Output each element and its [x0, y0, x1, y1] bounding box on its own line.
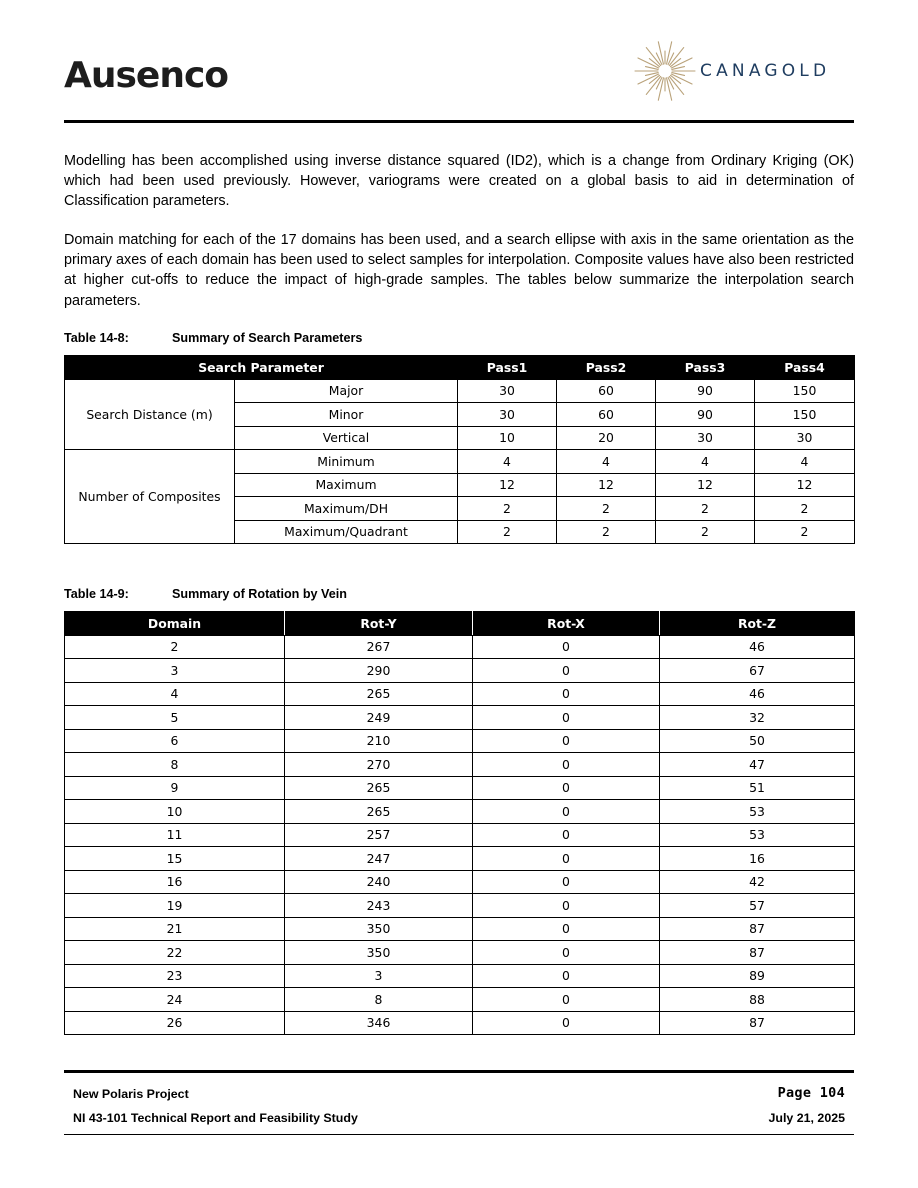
value-cell: 0 [473, 800, 660, 824]
footer-report-title: NI 43-101 Technical Report and Feasibility Study [73, 1111, 358, 1125]
value-cell: 0 [473, 988, 660, 1012]
value-cell: 249 [285, 706, 473, 730]
value-cell: 346 [285, 1011, 473, 1035]
domain-cell: 2 [65, 635, 285, 659]
value-cell: 0 [473, 776, 660, 800]
column-header: Rot-Z [660, 612, 855, 636]
value-cell: 0 [473, 870, 660, 894]
value-cell: 2 [656, 497, 755, 521]
column-header: Rot-Y [285, 612, 473, 636]
table-title: Summary of Rotation by Vein [172, 587, 347, 601]
header-rule [64, 120, 854, 123]
value-cell: 88 [660, 988, 855, 1012]
value-cell: 270 [285, 753, 473, 777]
table-header-row [65, 356, 855, 380]
value-cell: 30 [755, 426, 855, 450]
domain-cell: 15 [65, 847, 285, 871]
value-cell: 210 [285, 729, 473, 753]
footer-rule [64, 1070, 854, 1073]
column-header: Domain [65, 612, 285, 636]
value-cell: 4 [458, 450, 557, 474]
value-cell: 4 [557, 450, 656, 474]
paragraph-domain-matching: Domain matching for each of the 17 domains has been used, and a search ellipse with axis in the same orientation as the primary axes of each domain has been used to select samples for interpolation. Composite values have also been restricted at higher cut-offs to reduce the impact of high-grade samples. The tables below summarize the interpolation search parameters. [64, 232, 854, 309]
domain-cell: 22 [65, 941, 285, 965]
domain-cell: 3 [65, 659, 285, 683]
table-row [65, 659, 855, 683]
footer-project-name: New Polaris Project [73, 1087, 189, 1101]
ausenco-logo-text: Ausenco [64, 55, 229, 96]
value-cell: 67 [660, 659, 855, 683]
domain-cell: 19 [65, 894, 285, 918]
table-row [65, 823, 855, 847]
column-header: Search Parameter [65, 356, 458, 380]
column-header: Rot-X [473, 612, 660, 636]
value-cell: 50 [660, 729, 855, 753]
value-cell: 265 [285, 682, 473, 706]
value-cell: 20 [557, 426, 656, 450]
value-cell: 16 [660, 847, 855, 871]
table-caption [64, 585, 347, 603]
rotation-by-vein-table [64, 611, 855, 1035]
value-cell: 0 [473, 753, 660, 777]
value-cell: 150 [755, 403, 855, 427]
value-cell: 32 [660, 706, 855, 730]
value-cell: 0 [473, 729, 660, 753]
value-cell: 12 [557, 473, 656, 497]
table-number: Table 14-9: [64, 587, 129, 601]
value-cell: 10 [458, 426, 557, 450]
value-cell: 150 [755, 379, 855, 403]
value-cell: 87 [660, 1011, 855, 1035]
value-cell: 2 [557, 520, 656, 544]
table-row [65, 706, 855, 730]
value-cell: 12 [755, 473, 855, 497]
value-cell: 87 [660, 917, 855, 941]
value-cell: 87 [660, 941, 855, 965]
domain-cell: 6 [65, 729, 285, 753]
table-row [65, 682, 855, 706]
group-label: Number of Composites [65, 450, 235, 544]
domain-cell: 23 [65, 964, 285, 988]
domain-cell: 24 [65, 988, 285, 1012]
value-cell: 2 [458, 520, 557, 544]
domain-cell: 16 [65, 870, 285, 894]
value-cell: 47 [660, 753, 855, 777]
table-row [65, 964, 855, 988]
value-cell: 2 [755, 497, 855, 521]
page-number: Page 104 [777, 1085, 845, 1101]
value-cell: 30 [458, 403, 557, 427]
table-row [65, 753, 855, 777]
table-header-row [65, 612, 855, 636]
domain-cell: 21 [65, 917, 285, 941]
value-cell: 350 [285, 941, 473, 965]
parameter-cell: Maximum [235, 473, 458, 497]
domain-cell: 9 [65, 776, 285, 800]
value-cell: 265 [285, 800, 473, 824]
value-cell: 0 [473, 917, 660, 941]
paragraph-interpolation-method: Modelling has been accomplished using inverse distance squared (ID2), which is a change from Ordinary Kriging (OK) which had been used previously. However, variograms were created on a global basis to aid in determination of Classification parameters. [64, 153, 854, 210]
value-cell: 42 [660, 870, 855, 894]
value-cell: 89 [660, 964, 855, 988]
value-cell: 53 [660, 823, 855, 847]
parameter-cell: Maximum/DH [235, 497, 458, 521]
column-header: Pass3 [656, 356, 755, 380]
footer-date: July 21, 2025 [768, 1111, 845, 1125]
value-cell: 265 [285, 776, 473, 800]
table-row [65, 379, 855, 403]
column-header: Pass4 [755, 356, 855, 380]
value-cell: 60 [557, 379, 656, 403]
value-cell: 30 [656, 426, 755, 450]
domain-cell: 11 [65, 823, 285, 847]
value-cell: 12 [458, 473, 557, 497]
value-cell: 51 [660, 776, 855, 800]
value-cell: 247 [285, 847, 473, 871]
value-cell: 46 [660, 682, 855, 706]
table-row [65, 847, 855, 871]
value-cell: 290 [285, 659, 473, 683]
footer-rule [64, 1134, 854, 1135]
table-row [65, 1011, 855, 1035]
value-cell: 0 [473, 847, 660, 871]
value-cell: 12 [656, 473, 755, 497]
parameter-cell: Maximum/Quadrant [235, 520, 458, 544]
value-cell: 46 [660, 635, 855, 659]
column-header: Pass1 [458, 356, 557, 380]
value-cell: 350 [285, 917, 473, 941]
value-cell: 53 [660, 800, 855, 824]
table-row [65, 917, 855, 941]
table-number: Table 14-8: [64, 331, 129, 345]
value-cell: 3 [285, 964, 473, 988]
canagold-logo [634, 38, 830, 104]
value-cell: 60 [557, 403, 656, 427]
value-cell: 4 [656, 450, 755, 474]
value-cell: 2 [557, 497, 656, 521]
value-cell: 0 [473, 635, 660, 659]
ausenco-logo [64, 56, 228, 96]
parameter-cell: Major [235, 379, 458, 403]
domain-cell: 4 [65, 682, 285, 706]
value-cell: 257 [285, 823, 473, 847]
table-row [65, 450, 855, 474]
search-parameters-table [64, 355, 855, 544]
value-cell: 90 [656, 379, 755, 403]
table-caption [64, 329, 362, 347]
table-row [65, 776, 855, 800]
value-cell: 0 [473, 964, 660, 988]
group-label: Search Distance (m) [65, 379, 235, 450]
value-cell: 0 [473, 823, 660, 847]
value-cell: 0 [473, 706, 660, 730]
domain-cell: 26 [65, 1011, 285, 1035]
table-row [65, 729, 855, 753]
table-row [65, 870, 855, 894]
value-cell: 0 [473, 941, 660, 965]
parameter-cell: Minor [235, 403, 458, 427]
value-cell: 2 [755, 520, 855, 544]
value-cell: 8 [285, 988, 473, 1012]
sunburst-icon [634, 38, 696, 104]
parameter-cell: Minimum [235, 450, 458, 474]
domain-cell: 10 [65, 800, 285, 824]
table-row [65, 941, 855, 965]
value-cell: 240 [285, 870, 473, 894]
value-cell: 267 [285, 635, 473, 659]
value-cell: 243 [285, 894, 473, 918]
domain-cell: 8 [65, 753, 285, 777]
value-cell: 0 [473, 682, 660, 706]
domain-cell: 5 [65, 706, 285, 730]
value-cell: 0 [473, 894, 660, 918]
table-row [65, 988, 855, 1012]
table-row [65, 800, 855, 824]
table-row [65, 894, 855, 918]
value-cell: 4 [755, 450, 855, 474]
table-row [65, 635, 855, 659]
value-cell: 90 [656, 403, 755, 427]
value-cell: 0 [473, 1011, 660, 1035]
value-cell: 2 [458, 497, 557, 521]
value-cell: 57 [660, 894, 855, 918]
parameter-cell: Vertical [235, 426, 458, 450]
value-cell: 0 [473, 659, 660, 683]
value-cell: 30 [458, 379, 557, 403]
canagold-logo-text: CANAGOLD [700, 61, 831, 81]
value-cell: 2 [656, 520, 755, 544]
column-header: Pass2 [557, 356, 656, 380]
table-title: Summary of Search Parameters [172, 331, 363, 345]
